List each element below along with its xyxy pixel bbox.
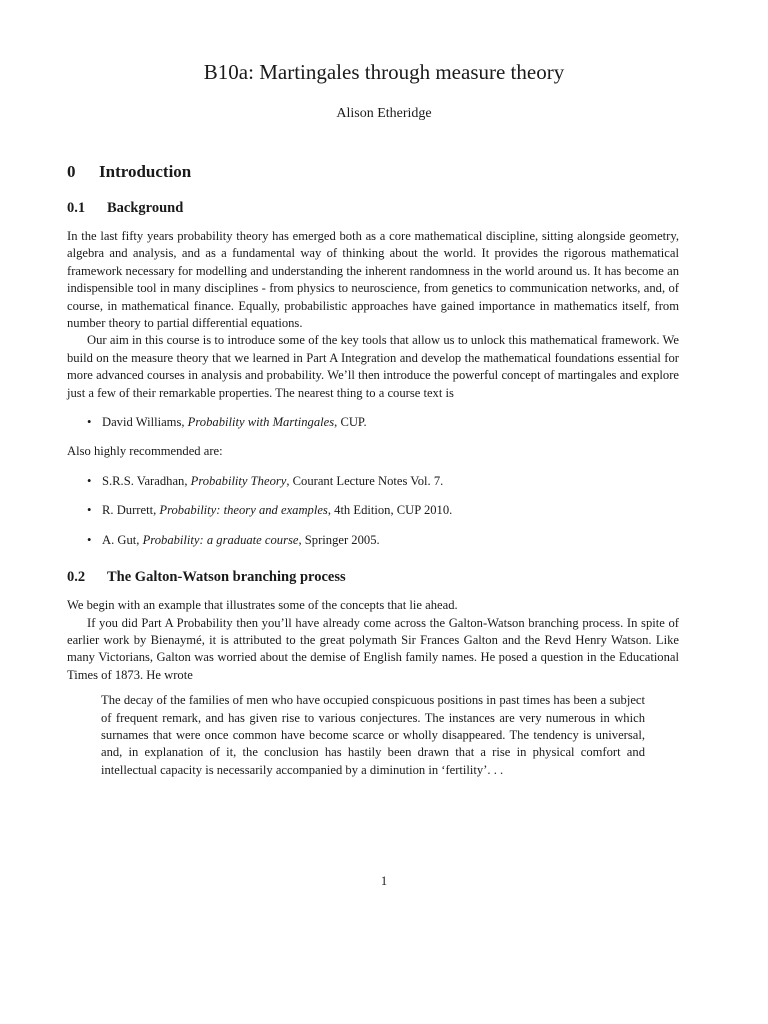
reference-author: David Williams,: [102, 415, 188, 430]
also-recommended-label: Also highly recommended are:: [67, 444, 223, 459]
reference-item: [67, 414, 679, 431]
reference-title: Probability: a graduate course: [142, 532, 299, 547]
reference-item: [67, 502, 679, 519]
subsection-heading-background: [67, 198, 679, 218]
reference-title: Probability with Martingales: [187, 415, 335, 430]
subsection-heading-galton-watson: [67, 567, 679, 587]
section-title: Introduction: [99, 162, 192, 181]
paragraph-galton-2: If you did Part A Probability then you’ll have already come across the Galton-Watson branching process. In spite of earlier work by Bienaymé, it is attributed to the great polymath Sir Frances Galton and the Revd Henry Watson. Like many Victorians, Galton was worried about the demise of English family names. He posed a question in the Educational Times of 1873. He wrote: [67, 615, 679, 682]
reference-title: Probability Theory: [190, 473, 287, 488]
document-body: [67, 160, 679, 779]
subsection-number: 0.1: [67, 200, 86, 216]
section-heading-introduction: [67, 160, 679, 184]
reference-author: R. Durrett,: [102, 503, 160, 518]
reference-details: , Springer 2005.: [298, 532, 380, 547]
reference-details: , Courant Lecture Notes Vol. 7.: [286, 473, 444, 488]
paragraph-galton-1: We begin with an example that illustrates some of the concepts that lie ahead.: [67, 598, 458, 613]
reference-item: [67, 473, 679, 490]
course-text-list: [67, 414, 679, 431]
page-number: 1: [380, 874, 388, 888]
subsection-title: Background: [107, 200, 184, 216]
subsection-number: 0.2: [67, 569, 86, 586]
subsection-title: The Galton-Watson branching process: [107, 569, 346, 586]
galton-quote: The decay of the families of men who have occupied conspicuous positions in past times has been a subject of frequent remark, and has given rise to various conjectures. The instances are very numerous in which surnames that were once common have become scarce or wholly disappeared. The tendency is universal, and, in explanation of it, the conclusion has hastily been drawn that a rise in physical comfort and intellectual capacity is necessarily accompanied by a diminution in ‘fertility’. . .: [101, 693, 645, 777]
reference-title: Probability: theory and examples: [159, 503, 328, 518]
bullet-icon: •: [87, 503, 92, 518]
reference-author: S.R.S. Varadhan,: [102, 473, 191, 488]
section-number: 0: [67, 162, 76, 181]
reference-details: , CUP.: [334, 415, 367, 430]
bullet-icon: •: [87, 532, 92, 547]
paragraph-background-2: Our aim in this course is to introduce some of the key tools that allow us to unlock this mathematical framework. We build on the measure theory that we learned in Part A Integration and develop the mathematical foundations essential for more advanced courses in analysis and probability. We’ll then introduce the powerful concept of martingales and explore just a few of their remarkable properties. The nearest thing to a course text is: [67, 333, 679, 400]
bullet-icon: •: [87, 415, 92, 430]
bullet-icon: •: [87, 473, 92, 488]
reference-details: , 4th Edition, CUP 2010.: [327, 503, 453, 518]
reference-item: [67, 532, 679, 549]
document-title: B10a: Martingales through measure theory: [203, 60, 565, 84]
paragraph-background-1: In the last fifty years probability theory has emerged both as a core mathematical discipline, sitting alongside geometry, algebra and analysis, and as a fundamental way of thinking about the world. It provides the rigorous mathematical framework necessary for modelling and understanding the inherent randomness in the world around us. It has become an indispensible tool in many disciplines - from physics to neuroscience, from genetics to communication networks, and, of course, in mathematical finance. Equally, probabilistic approaches have gained importance in mathematics itself, from number theory to partial differential equations.: [67, 229, 679, 331]
recommended-list: [67, 473, 679, 549]
reference-author: A. Gut,: [102, 532, 143, 547]
document-author: Alison Etheridge: [336, 106, 432, 121]
